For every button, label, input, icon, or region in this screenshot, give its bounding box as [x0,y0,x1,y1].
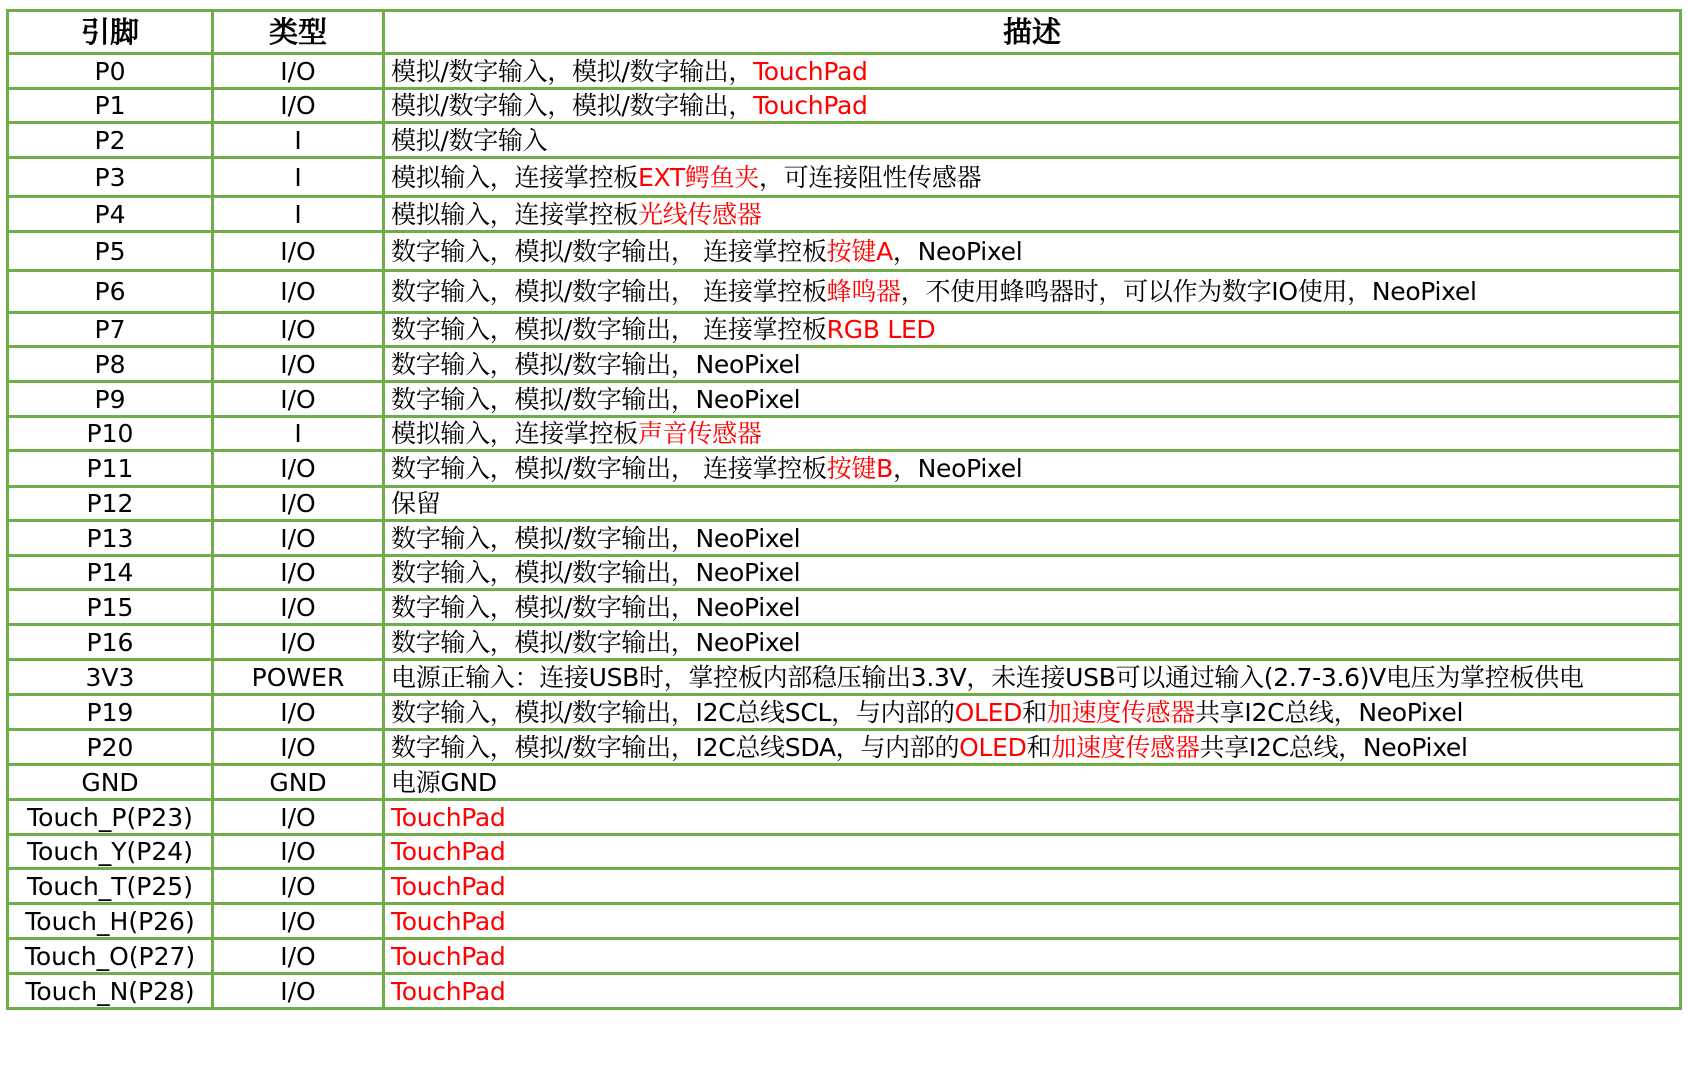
pin-table [6,9,1682,1010]
pin-cell: Touch_P(P23) [8,800,213,835]
pin-table-body [8,54,1681,1009]
table-row [8,590,1681,625]
type-cell: I/O [213,89,384,123]
table-row [8,660,1681,695]
table-row [8,695,1681,730]
table-row [8,765,1681,800]
type-cell: I/O [213,271,384,313]
pin-cell: P12 [8,487,213,521]
description-text: 数字输入，模拟/数字输出， 连接掌控板 [391,315,827,344]
description-highlight: TouchPad [753,56,868,86]
pin-cell: P8 [8,347,213,382]
type-cell: I [213,417,384,451]
description-cell [384,556,1681,590]
table-row [8,835,1681,869]
description-highlight: 按键A [826,236,893,266]
type-cell: I/O [213,313,384,347]
description-text: 模拟输入，连接掌控板 [391,199,639,229]
description-text: 模拟输入，连接掌控板 [391,162,639,192]
table-row [8,417,1681,451]
type-cell: I/O [213,695,384,730]
table-row [8,89,1681,123]
description-text: 共享I2C总线，NeoPixel [1199,732,1468,762]
description-cell [384,904,1681,939]
description-text: 数字输入，模拟/数字输出，NeoPixel [391,627,801,657]
description-cell [384,89,1681,123]
type-cell: I/O [213,521,384,556]
type-cell: I/O [213,939,384,974]
description-text: 模拟/数字输入 [391,125,548,155]
table-row [8,451,1681,487]
description-text: 数字输入，模拟/数字输出，I2C总线SDA，与内部的 [391,732,960,762]
type-cell: I/O [213,974,384,1009]
description-highlight: OLED [959,732,1027,762]
table-row [8,487,1681,521]
description-text: 模拟/数字输入，模拟/数字输出， [391,91,754,120]
description-highlight: TouchPad [391,941,506,971]
description-cell [384,417,1681,451]
description-text: 数字输入，模拟/数字输出，NeoPixel [391,349,801,379]
table-row [8,197,1681,232]
description-cell [384,54,1681,89]
type-cell: I/O [213,487,384,521]
pin-cell: GND [8,765,213,800]
table-row [8,904,1681,939]
type-cell: I/O [213,590,384,625]
pin-cell: 3V3 [8,660,213,695]
description-text: 数字输入，模拟/数字输出， 连接掌控板 [391,454,827,483]
type-cell: I/O [213,869,384,904]
table-row [8,974,1681,1009]
header-type: 类型 [213,11,384,54]
pin-cell: P5 [8,232,213,271]
description-text: ，NeoPixel [892,236,1023,266]
description-cell [384,625,1681,660]
description-text: 保留 [391,489,441,518]
header-description: 描述 [384,11,1681,54]
description-text: 数字输入，模拟/数字输出，NeoPixel [391,523,801,553]
type-cell: I/O [213,904,384,939]
description-highlight: 声音传感器 [638,419,762,448]
description-cell [384,487,1681,521]
description-text: ，可连接阻性传感器 [758,162,982,192]
type-cell: I [213,123,384,158]
description-cell [384,869,1681,904]
description-cell [384,347,1681,382]
table-row [8,800,1681,835]
description-cell [384,800,1681,835]
pin-cell: P3 [8,158,213,197]
description-highlight: TouchPad [391,837,506,866]
type-cell: I/O [213,625,384,660]
description-cell [384,974,1681,1009]
description-highlight: OLED [954,697,1023,727]
table-row [8,54,1681,89]
pin-cell: Touch_H(P26) [8,904,213,939]
description-cell [384,660,1681,695]
table-row [8,939,1681,974]
description-text: 模拟/数字输入，模拟/数字输出， [391,56,754,86]
header-row [8,11,1681,54]
description-cell [384,313,1681,347]
pin-cell: P1 [8,89,213,123]
description-cell [384,765,1681,800]
description-text: 数字输入，模拟/数字输出，NeoPixel [391,558,801,587]
description-cell [384,590,1681,625]
description-text: 共享I2C总线，NeoPixel [1194,697,1464,727]
type-cell: I/O [213,232,384,271]
table-row [8,347,1681,382]
type-cell: I/O [213,800,384,835]
pin-cell: Touch_T(P25) [8,869,213,904]
table-row [8,521,1681,556]
description-text: 电源正输入：连接USB时，掌控板内部稳压输出3.3V，未连接USB可以通过输入(2.7-3.6)V电压为掌控板供电 [391,662,1584,692]
pin-cell: P7 [8,313,213,347]
pin-cell: P11 [8,451,213,487]
type-cell: I/O [213,54,384,89]
description-cell [384,197,1681,232]
type-cell: I/O [213,730,384,765]
description-highlight: RGB LED [826,315,936,344]
table-row [8,271,1681,313]
table-row [8,382,1681,417]
table-row [8,625,1681,660]
description-highlight: TouchPad [391,871,506,901]
description-highlight: 光线传感器 [638,199,762,229]
table-row [8,556,1681,590]
pin-cell: P16 [8,625,213,660]
description-cell [384,695,1681,730]
description-text: 数字输入，模拟/数字输出， 连接掌控板 [391,277,827,306]
pin-cell: P19 [8,695,213,730]
description-cell [384,123,1681,158]
pin-cell: P10 [8,417,213,451]
type-cell: I/O [213,451,384,487]
pin-cell: P20 [8,730,213,765]
pin-cell: Touch_O(P27) [8,939,213,974]
description-highlight: 加速度传感器 [1046,697,1195,727]
description-cell [384,382,1681,417]
type-cell: I [213,197,384,232]
table-row [8,730,1681,765]
table-row [8,123,1681,158]
description-highlight: 加速度传感器 [1051,732,1200,762]
description-cell [384,232,1681,271]
description-cell [384,521,1681,556]
pin-cell: P15 [8,590,213,625]
description-text: 数字输入，模拟/数字输出，NeoPixel [391,592,801,622]
header-pin: 引脚 [8,11,213,54]
description-highlight: EXT鳄鱼夹 [638,162,759,192]
description-text: 电源GND [391,767,497,797]
table-row [8,313,1681,347]
table-row [8,158,1681,197]
description-highlight: TouchPad [391,906,506,936]
description-text: 和 [1022,697,1047,727]
description-highlight: TouchPad [391,976,506,1006]
description-highlight: 蜂鸣器 [826,277,901,306]
pin-cell: Touch_N(P28) [8,974,213,1009]
pin-cell: P14 [8,556,213,590]
pin-cell: P4 [8,197,213,232]
description-text: 和 [1026,732,1052,762]
description-cell [384,939,1681,974]
type-cell: GND [213,765,384,800]
type-cell: I/O [213,347,384,382]
type-cell: I/O [213,835,384,869]
description-highlight: 按键B [826,454,893,483]
description-text: 模拟输入，连接掌控板 [391,419,639,448]
type-cell: I/O [213,556,384,590]
type-cell: I/O [213,382,384,417]
description-cell [384,271,1681,313]
pin-cell: P0 [8,54,213,89]
pin-cell: P6 [8,271,213,313]
description-text: 数字输入，模拟/数字输出， 连接掌控板 [391,236,827,266]
description-cell [384,730,1681,765]
description-highlight: TouchPad [391,802,506,832]
pin-cell: P13 [8,521,213,556]
description-cell [384,451,1681,487]
type-cell: POWER [213,660,384,695]
table-row [8,232,1681,271]
pin-cell: P9 [8,382,213,417]
description-text: ，不使用蜂鸣器时，可以作为数字IO使用，NeoPixel [900,277,1477,306]
pin-cell: Touch_Y(P24) [8,835,213,869]
table-row [8,869,1681,904]
description-highlight: TouchPad [753,91,868,120]
pin-cell: P2 [8,123,213,158]
description-text: 数字输入，模拟/数字输出，I2C总线SCL，与内部的 [391,697,955,727]
type-cell: I [213,158,384,197]
description-text: ，NeoPixel [892,454,1023,483]
description-cell [384,835,1681,869]
description-text: 数字输入，模拟/数字输出，NeoPixel [391,384,801,414]
description-cell [384,158,1681,197]
